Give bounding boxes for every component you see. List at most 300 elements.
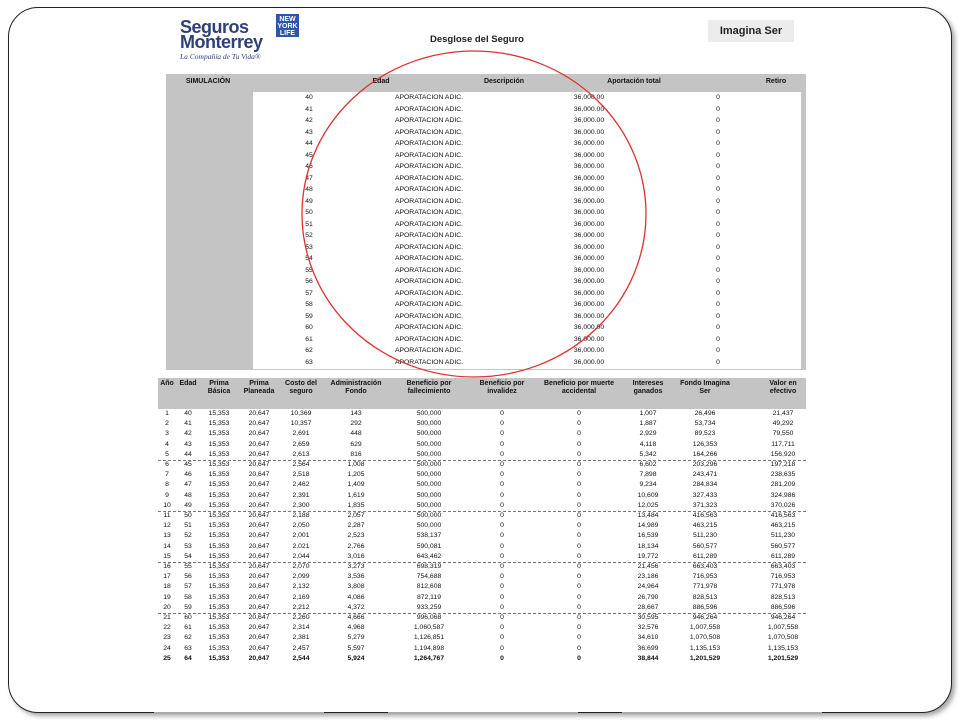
simulation-cell: 0 — [716, 197, 720, 205]
projection-header-row — [158, 378, 806, 409]
simulation-row — [253, 219, 801, 231]
simulation-cell: 0 — [716, 324, 720, 331]
projection-cell: 49 — [184, 501, 192, 509]
projection-row — [158, 470, 806, 480]
simulation-cell: 43 — [305, 128, 313, 136]
projection-cell: 20,647 — [248, 481, 270, 489]
projection-cell: 4,372 — [347, 603, 365, 611]
simulation-cell: 36,000.00 — [573, 255, 605, 262]
projection-cell: 15,353 — [208, 461, 230, 468]
simulation-cell: 57 — [305, 289, 313, 297]
projection-row — [158, 633, 806, 643]
projection-cell: 79,550 — [772, 430, 794, 438]
projection-cell: 126,353 — [692, 440, 718, 448]
projection-cell: 9 — [165, 491, 169, 499]
projection-cell: 2,462 — [292, 481, 310, 489]
simulation-cell: 36,000.00 — [573, 128, 605, 136]
projection-cell: 511,230 — [692, 532, 718, 540]
simulation-cell: 36,000.00 — [573, 105, 605, 113]
projection-cell: 1,194,898 — [413, 644, 445, 652]
projection-cell: 7 — [165, 471, 169, 479]
projection-cell: 324,986 — [770, 491, 796, 499]
projection-cell: 2,050 — [292, 522, 310, 530]
projection-cell: 0 — [577, 512, 581, 519]
projection-cell: 44 — [184, 450, 192, 458]
projection-cell: 53 — [184, 542, 192, 550]
projection-cell: 2,212 — [292, 603, 310, 611]
projection-cell: 15,353 — [208, 542, 230, 550]
projection-row — [158, 511, 806, 521]
projection-cell: 0 — [577, 583, 581, 591]
projection-cell: 611,289 — [692, 552, 718, 560]
projection-cell: 946,264 — [692, 614, 718, 621]
projection-cell: 1,409 — [347, 481, 365, 489]
simulation-cell: 55 — [305, 266, 313, 274]
projection-cell: 20,647 — [248, 501, 270, 509]
projection-cell: 30,595 — [637, 614, 659, 621]
projection-cell: 0 — [577, 461, 581, 468]
simulation-cell: APORATACION ADIC. — [394, 266, 464, 274]
simulation-cell: APORATACION ADIC. — [394, 186, 464, 193]
projection-row — [158, 593, 806, 603]
projection-cell: 771,978 — [770, 583, 796, 591]
projection-row — [158, 623, 806, 633]
projection-cell: 0 — [500, 654, 504, 662]
projection-cell: 12 — [163, 522, 171, 530]
simulation-cell: APORATACION ADIC. — [394, 140, 464, 147]
projection-cell: 886,596 — [692, 603, 718, 611]
projection-cell: 20,647 — [248, 450, 270, 458]
projection-cell: 2,287 — [347, 522, 365, 530]
projection-cell: 12,025 — [637, 501, 659, 509]
projection-cell: 663,403 — [770, 563, 796, 570]
projection-cell: 20,647 — [248, 573, 270, 581]
projection-cell: 21,437 — [772, 410, 794, 417]
simulation-cell: APORATACION ADIC. — [394, 278, 464, 285]
projection-cell: 203,296 — [692, 461, 718, 468]
simulation-cell: 59 — [305, 312, 313, 320]
projection-cell: 20,647 — [248, 583, 270, 591]
simulation-row — [253, 138, 801, 150]
simulation-row — [253, 184, 801, 196]
projection-cell: 2,613 — [292, 450, 310, 458]
projection-cell: 41 — [184, 420, 192, 428]
projection-header-cell: Año — [160, 380, 174, 387]
projection-cell: 20,647 — [248, 552, 270, 560]
projection-cell: 2,260 — [292, 614, 310, 621]
projection-cell: 946,264 — [770, 614, 796, 621]
projection-cell: 463,215 — [692, 522, 718, 530]
projection-cell: 500,000 — [416, 410, 442, 417]
projection-cell: 15,353 — [208, 634, 230, 642]
simulation-cell: APORATACION ADIC. — [394, 209, 464, 216]
simulation-cell: APORATACION ADIC. — [394, 324, 464, 331]
projection-cell: 3,273 — [347, 563, 365, 570]
simulation-row — [253, 311, 801, 323]
projection-row — [158, 450, 806, 460]
projection-cell: 0 — [500, 563, 504, 570]
projection-row — [158, 440, 806, 450]
projection-cell: 0 — [500, 583, 504, 591]
simulation-cell: 56 — [305, 278, 313, 285]
projection-cell: 15,353 — [208, 512, 230, 519]
projection-cell: 1,070,508 — [689, 634, 721, 642]
projection-cell: 49,292 — [772, 420, 794, 428]
projection-row — [158, 491, 806, 501]
projection-cell: 1,070,508 — [767, 634, 799, 642]
projection-cell: 46 — [184, 471, 192, 479]
projection-cell: 0 — [500, 644, 504, 652]
simulation-row — [253, 242, 801, 254]
projection-cell: 1,126,851 — [413, 634, 445, 642]
projection-cell: 15,353 — [208, 624, 230, 632]
projection-cell: 34,610 — [637, 634, 659, 642]
projection-cell: 2,070 — [292, 563, 310, 570]
projection-cell: 1,008 — [347, 461, 365, 468]
projection-cell: 0 — [577, 440, 581, 448]
simulation-cell: 36,000.00 — [573, 220, 605, 228]
projection-cell: 20,647 — [248, 542, 270, 550]
projection-cell: 15,353 — [208, 501, 230, 509]
projection-cell: 20,647 — [248, 461, 270, 468]
projection-cell: 20 — [163, 603, 171, 611]
projection-cell: 50 — [184, 512, 192, 519]
projection-cell: 0 — [500, 573, 504, 581]
brand-line2: Monterrey — [180, 32, 263, 52]
projection-cell: 60 — [184, 614, 192, 621]
projection-cell: 716,953 — [692, 573, 718, 581]
projection-cell: 26,496 — [694, 410, 716, 417]
simulation-cell: APORATACION ADIC. — [394, 289, 464, 297]
projection-cell: 2,132 — [292, 583, 310, 591]
projection-header-cell: Costo del seguro — [285, 380, 317, 395]
projection-cell: 500,000 — [416, 481, 442, 489]
projection-cell: 2,691 — [292, 430, 310, 438]
projection-cell: 13 — [163, 532, 171, 540]
projection-cell: 0 — [577, 552, 581, 560]
simulation-header-cell: Descripción — [483, 78, 525, 85]
projection-cell: 15,353 — [208, 644, 230, 652]
simulation-cell: APORATACION ADIC. — [394, 94, 464, 101]
projection-cell: 2,099 — [292, 573, 310, 581]
projection-cell: 20,647 — [248, 491, 270, 499]
projection-cell: 15 — [163, 552, 171, 560]
simulation-cell: 36,000.00 — [573, 186, 605, 193]
simulation-cell: APORATACION ADIC. — [394, 105, 464, 113]
projection-cell: 15,353 — [208, 593, 230, 601]
projection-cell: 56 — [184, 573, 192, 581]
simulation-cell: 40 — [305, 94, 313, 101]
projection-cell: 2,544 — [292, 654, 310, 662]
projection-cell: 52 — [184, 532, 192, 540]
simulation-row — [253, 357, 801, 369]
projection-cell: 197,218 — [770, 461, 796, 468]
projection-cell: 1 — [165, 410, 169, 417]
projection-row — [158, 572, 806, 582]
projection-cell: 57 — [184, 583, 192, 591]
projection-cell: 0 — [500, 410, 504, 417]
projection-header-cell: Valor en efectivo — [769, 380, 797, 395]
projection-cell: 371,323 — [692, 501, 718, 509]
simulation-row — [253, 265, 801, 277]
projection-cell: 4,118 — [639, 440, 657, 448]
projection-cell: 58 — [184, 593, 192, 601]
projection-cell: 1,007,558 — [767, 624, 799, 632]
projection-cell: 10,609 — [637, 491, 659, 499]
projection-cell: 2,381 — [292, 634, 310, 642]
projection-row — [158, 521, 806, 531]
projection-cell: 370,026 — [770, 501, 796, 509]
simulation-cell: 52 — [305, 232, 313, 239]
simulation-cell: APORATACION ADIC. — [394, 220, 464, 228]
simulation-cell: 58 — [305, 301, 313, 308]
simulation-cell: 36,000.00 — [573, 197, 605, 205]
projection-cell: 0 — [577, 614, 581, 621]
projection-row — [158, 582, 806, 592]
projection-cell: 21,456 — [637, 563, 659, 570]
projection-cell: 15,353 — [208, 420, 230, 428]
simulation-cell: APORATACION ADIC. — [394, 197, 464, 205]
projection-row — [158, 409, 806, 419]
simulation-cell: 36,000.00 — [573, 243, 605, 251]
projection-cell: 872,119 — [416, 593, 442, 601]
projection-cell: 4,968 — [347, 624, 365, 632]
simulation-cell: 0 — [716, 232, 720, 239]
projection-cell: 54 — [184, 552, 192, 560]
projection-header-cell: Fondo Imagina Ser — [680, 380, 730, 395]
projection-row — [158, 644, 806, 654]
projection-row — [158, 613, 806, 623]
simulation-header-cell: Edad — [372, 78, 390, 85]
projection-cell: 117,711 — [771, 440, 795, 448]
simulation-cell: 0 — [716, 94, 720, 101]
projection-cell: 4,086 — [347, 593, 365, 601]
projection-cell: 0 — [577, 430, 581, 438]
simulation-cell: 0 — [716, 186, 720, 193]
projection-cell: 42 — [184, 430, 192, 438]
projection-row — [158, 562, 806, 572]
projection-cell: 19 — [163, 593, 171, 601]
projection-cell: 3,808 — [347, 583, 365, 591]
projection-cell: 0 — [500, 481, 504, 489]
projection-cell: 500,000 — [416, 471, 442, 479]
projection-cell: 51 — [184, 522, 192, 530]
projection-cell: 20,647 — [248, 420, 270, 428]
brand-tagline: La Compañía de Tu Vida® — [180, 52, 261, 61]
projection-cell: 1,135,153 — [767, 644, 799, 652]
projection-cell: 20,647 — [248, 603, 270, 611]
projection-cell: 933,259 — [416, 603, 442, 611]
simulation-cell: 36,000.00 — [573, 278, 605, 285]
projection-cell: 0 — [500, 512, 504, 519]
projection-header-cell: Prima Planeada — [243, 380, 275, 395]
projection-cell: 1,060,587 — [413, 624, 445, 632]
simulation-cell: 0 — [716, 105, 720, 113]
projection-cell: 0 — [500, 552, 504, 560]
projection-cell: 164,266 — [692, 450, 718, 458]
projection-header-cell: Beneficio por fallecimiento — [406, 380, 452, 395]
projection-cell: 2,659 — [292, 440, 310, 448]
projection-row — [158, 542, 806, 552]
simulation-cell: APORATACION ADIC. — [394, 174, 464, 182]
simulation-cell: 54 — [305, 255, 313, 262]
projection-cell: 16 — [163, 563, 171, 570]
simulation-cell: APORATACION ADIC. — [394, 151, 464, 159]
projection-cell: 5,342 — [639, 450, 657, 458]
projection-cell: 500,000 — [416, 501, 442, 509]
projection-cell: 28,667 — [637, 603, 659, 611]
simulation-cell: 36,000.00 — [573, 94, 605, 101]
projection-cell: 63 — [184, 644, 192, 652]
nyl-logo-word: LIFE — [279, 30, 296, 37]
simulation-row — [253, 173, 801, 185]
projection-cell: 2,766 — [347, 542, 365, 550]
projection-cell: 3,536 — [347, 573, 365, 581]
new-york-life-logo — [276, 14, 299, 37]
projection-cell: 828,513 — [770, 593, 796, 601]
projection-cell: 20,647 — [248, 614, 270, 621]
footer-fine-print — [154, 712, 824, 716]
projection-row — [158, 419, 806, 429]
projection-cell: 26,790 — [637, 593, 659, 601]
projection-cell: 327,433 — [692, 491, 718, 499]
projection-cell: 243,471 — [692, 471, 718, 479]
simulation-row — [253, 230, 801, 242]
projection-cell: 0 — [500, 532, 504, 540]
projection-cell: 0 — [500, 501, 504, 509]
projection-cell: 6,602 — [639, 461, 657, 468]
projection-cell: 0 — [500, 542, 504, 550]
projection-cell: 23 — [163, 634, 171, 642]
projection-cell: 20,647 — [248, 471, 270, 479]
projection-cell: 416,563 — [692, 512, 718, 519]
simulation-cell: 36,000.00 — [573, 289, 605, 297]
projection-cell: 2,518 — [292, 471, 310, 479]
projection-cell: 0 — [577, 563, 581, 570]
projection-cell: 611,289 — [770, 552, 796, 560]
simulation-cell: 0 — [716, 266, 720, 274]
projection-cell: 53,734 — [694, 420, 716, 428]
projection-cell: 1,205 — [347, 471, 365, 479]
projection-cell: 0 — [500, 593, 504, 601]
projection-table — [158, 378, 806, 668]
projection-cell: 0 — [500, 461, 504, 468]
projection-cell: 1,007 — [639, 410, 657, 417]
projection-cell: 24,964 — [637, 583, 659, 591]
projection-cell: 0 — [500, 450, 504, 458]
projection-cell: 2,169 — [292, 593, 310, 601]
projection-cell: 0 — [500, 614, 504, 621]
projection-cell: 0 — [500, 471, 504, 479]
simulation-cell: 0 — [716, 220, 720, 228]
simulation-row — [253, 196, 801, 208]
projection-cell: 2,057 — [347, 512, 365, 519]
simulation-row — [253, 207, 801, 219]
simulation-cell: 62 — [305, 347, 313, 354]
projection-cell: 2,314 — [292, 624, 310, 632]
projection-cell: 15,353 — [208, 563, 230, 570]
projection-cell: 43 — [184, 440, 192, 448]
projection-cell: 5 — [165, 450, 169, 458]
projection-cell: 754,688 — [416, 573, 442, 581]
projection-cell: 500,000 — [416, 491, 442, 499]
projection-cell: 23,186 — [637, 573, 659, 581]
projection-cell: 2,021 — [292, 542, 310, 550]
projection-cell: 0 — [577, 491, 581, 499]
projection-cell: 500,000 — [416, 512, 442, 519]
simulation-cell: 44 — [305, 140, 313, 147]
simulation-cell: 36,000.00 — [573, 117, 605, 124]
simulation-cell: 0 — [716, 289, 720, 297]
projection-cell: 20,647 — [248, 563, 270, 570]
projection-cell: 1,201,529 — [689, 654, 721, 662]
projection-cell: 238,635 — [770, 471, 796, 479]
projection-cell: 15,353 — [208, 614, 230, 621]
projection-cell: 20,647 — [248, 644, 270, 652]
projection-cell: 47 — [184, 481, 192, 489]
projection-cell: 2,300 — [292, 501, 310, 509]
projection-cell: 48 — [184, 491, 192, 499]
projection-cell: 15,353 — [208, 532, 230, 540]
simulation-table — [166, 74, 806, 370]
projection-row — [158, 480, 806, 490]
simulation-row — [253, 345, 801, 357]
simulation-row — [253, 322, 801, 334]
simulation-cell: 36,000.00 — [573, 301, 605, 308]
projection-cell: 20,647 — [248, 410, 270, 417]
projection-cell: 3 — [165, 430, 169, 438]
simulation-cell: 0 — [716, 301, 720, 308]
projection-cell: 11 — [163, 512, 171, 519]
projection-cell: 828,513 — [692, 593, 718, 601]
simulation-header-cell: Retiro — [765, 78, 787, 85]
projection-cell: 15,353 — [208, 491, 230, 499]
simulation-cell: 36,000.00 — [573, 209, 605, 216]
projection-cell: 448 — [350, 430, 362, 438]
simulation-cell: 63 — [305, 358, 313, 366]
projection-cell: 2,044 — [292, 552, 310, 560]
projection-header-cell: Prima Básica — [207, 380, 231, 395]
projection-cell: 996,068 — [416, 614, 442, 621]
brand-line1: Seguros — [180, 17, 249, 37]
simulation-row — [253, 104, 801, 116]
projection-cell: 20,647 — [248, 440, 270, 448]
projection-cell: 2,929 — [639, 430, 657, 438]
simulation-cell: APORATACION ADIC. — [394, 301, 464, 308]
projection-cell: 281,209 — [770, 481, 796, 489]
simulation-cell: 42 — [305, 117, 313, 124]
simulation-cell: 36,000.00 — [573, 312, 605, 320]
projection-cell: 15,353 — [208, 573, 230, 581]
projection-cell: 36,699 — [637, 644, 659, 652]
projection-cell: 812,608 — [416, 583, 442, 591]
projection-cell: 5,597 — [347, 644, 365, 652]
projection-cell: 32,576 — [637, 624, 659, 632]
projection-cell: 886,596 — [770, 603, 796, 611]
projection-cell: 1,835 — [347, 501, 365, 509]
projection-cell: 590,081 — [416, 542, 442, 550]
projection-cell: 18 — [163, 583, 171, 591]
projection-cell: 643,462 — [416, 552, 442, 560]
simulation-cell: 45 — [305, 151, 313, 159]
projection-cell: 560,577 — [692, 542, 718, 550]
projection-cell: 7,898 — [639, 471, 657, 479]
projection-cell: 10 — [163, 501, 171, 509]
projection-cell: 771,978 — [692, 583, 718, 591]
projection-header-cell: Edad — [179, 380, 197, 387]
projection-cell: 0 — [577, 410, 581, 417]
simulation-row — [253, 150, 801, 162]
